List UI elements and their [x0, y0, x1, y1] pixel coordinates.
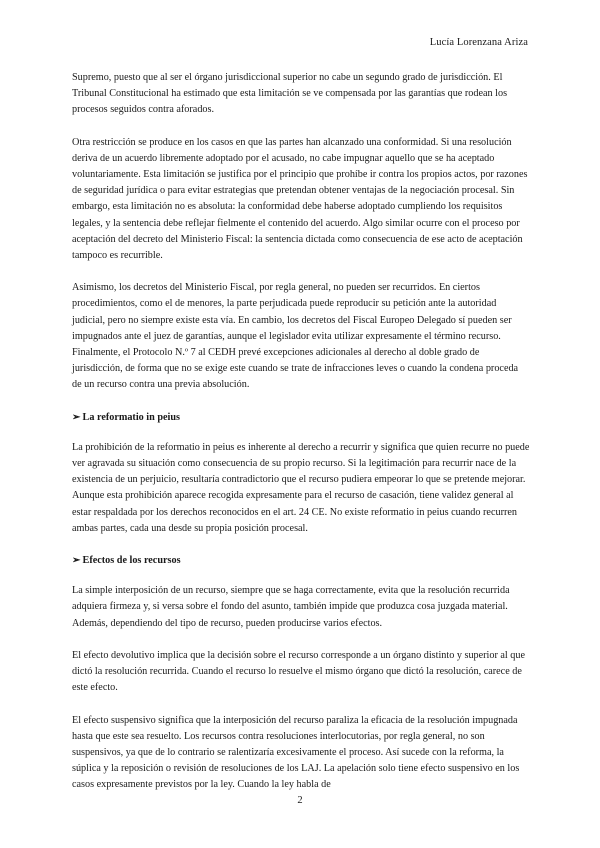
section-heading-text: La reformatio in peius [82, 411, 180, 423]
header-author: Lucía Lorenzana Ariza [429, 37, 528, 48]
section-heading-reformatio [72, 410, 530, 426]
paragraph-conformidad: Otra restricción se produce en los casos en que las partes han alcanzado una conformidad. Si una resolución deriva de un acuerdo libremente adoptado por el acusado, no cabe impugnar aquello que se ha aceptado voluntariamente. Esta limitación se justifica por el principio que prohíbe ir contra los propios actos, por razones de seguridad jurídica o para evitar estrategias que pretendan obtener ventajas de la negociación procesal. Sin embargo, esta limitación no es absoluta: la conformidad debe haberse adoptado cumpliendo los requisitos legales, y la sentencia debe reflejar fielmente el contenido del acuerdo. Algo similar ocurre con el proceso por aceptación del decreto del Ministerio Fiscal: la sentencia dictada como consecuencia de ese acto de aceptación tampoco es recurrible. [72, 136, 528, 262]
section-heading-efectos [72, 553, 530, 569]
paragraph-decretos-fiscal: Asimismo, los decretos del Ministerio Fiscal, por regla general, no pueden ser recurridos. En ciertos procedimientos, como el de menores, la parte perjudicada puede reproducir su petición ante la autoridad judicial, pero no siempre existe esta vía. En cambio, los decretos del Fiscal Europeo Delegado sí pueden ser impugnados ante el juez de garantías, aunque el legislador evita utilizar expresamente el término recurso. Finalmente, el Protocolo N.º 7 al CEDH prevé excepciones adicionales al derecho al doble grado de jurisdicción, de forma que no se exige este cuando se trate de infracciones leves o cuando la condena proceda de un recurso contra una previa absolución. [72, 282, 519, 391]
section-heading-text: Efectos de los recursos [82, 555, 181, 567]
paragraph-efecto-suspensivo: El efecto suspensivo significa que la interposición del recurso paraliza la eficacia de la resolución impugnada hasta que este sea resuelto. Los recursos contra resoluciones interlocutorias, por regla general, no son suspensivos, ya que de lo contrario se ralentizaría excesivamente el proceso. Así sucede con la reforma, la súplica y la reposición o revisión de resoluciones de los LAJ. La apelación solo tiene efecto suspensivo en los casos expresamente previstos por la ley. Cuando la ley habla de [72, 714, 520, 791]
arrow-bullet-icon: ➢ [72, 411, 81, 423]
paragraph-interposicion: La simple interposición de un recurso, siempre que se haga correctamente, evita que la resolución recurrida adquiera firmeza y, si versa sobre el fondo del asunto, también impide que produzca cosa juzgada material. Además, dependiendo del tipo de recurso, pueden producirse varios efectos. [72, 585, 510, 629]
document-body [72, 70, 530, 810]
arrow-bullet-icon: ➢ [72, 555, 81, 567]
paragraph-reformatio: La prohibición de la reformatio in peius es inherente al derecho a recurrir y significa que quien recurre no puede ver agravada su situación como consecuencia de su propio recurso. Si la legitimación para recurrir nace de la existencia de un perjuicio, resultaría contradictorio que el recurso pudiera empeorar lo que se pretende mejorar. Aunque esta prohibición aparece recogida expresamente para el recurso de casación, tiene validez general al estar respaldada por los derechos reconocidos en el art. 24 CE. No existe reformatio in peius cuando recurren ambas partes, cada una desde su propia posición procesal. [72, 441, 530, 534]
paragraph-continuation: Supremo, puesto que al ser el órgano jurisdiccional superior no cabe un segundo grado de jurisdicción. El Tribunal Constitucional ha estimado que esta limitación se ve compensada por las garantías que rodean los procesos seguidos contra aforados. [72, 72, 508, 116]
paragraph-efecto-devolutivo: El efecto devolutivo implica que la decisión sobre el recurso corresponde a un órgano distinto y superior al que dictó la resolución recurrida. Cuando el recurso lo resuelve el mismo órgano que dictó la resolución, carece de este efecto. [72, 649, 526, 694]
page-number: 2 [297, 795, 303, 806]
